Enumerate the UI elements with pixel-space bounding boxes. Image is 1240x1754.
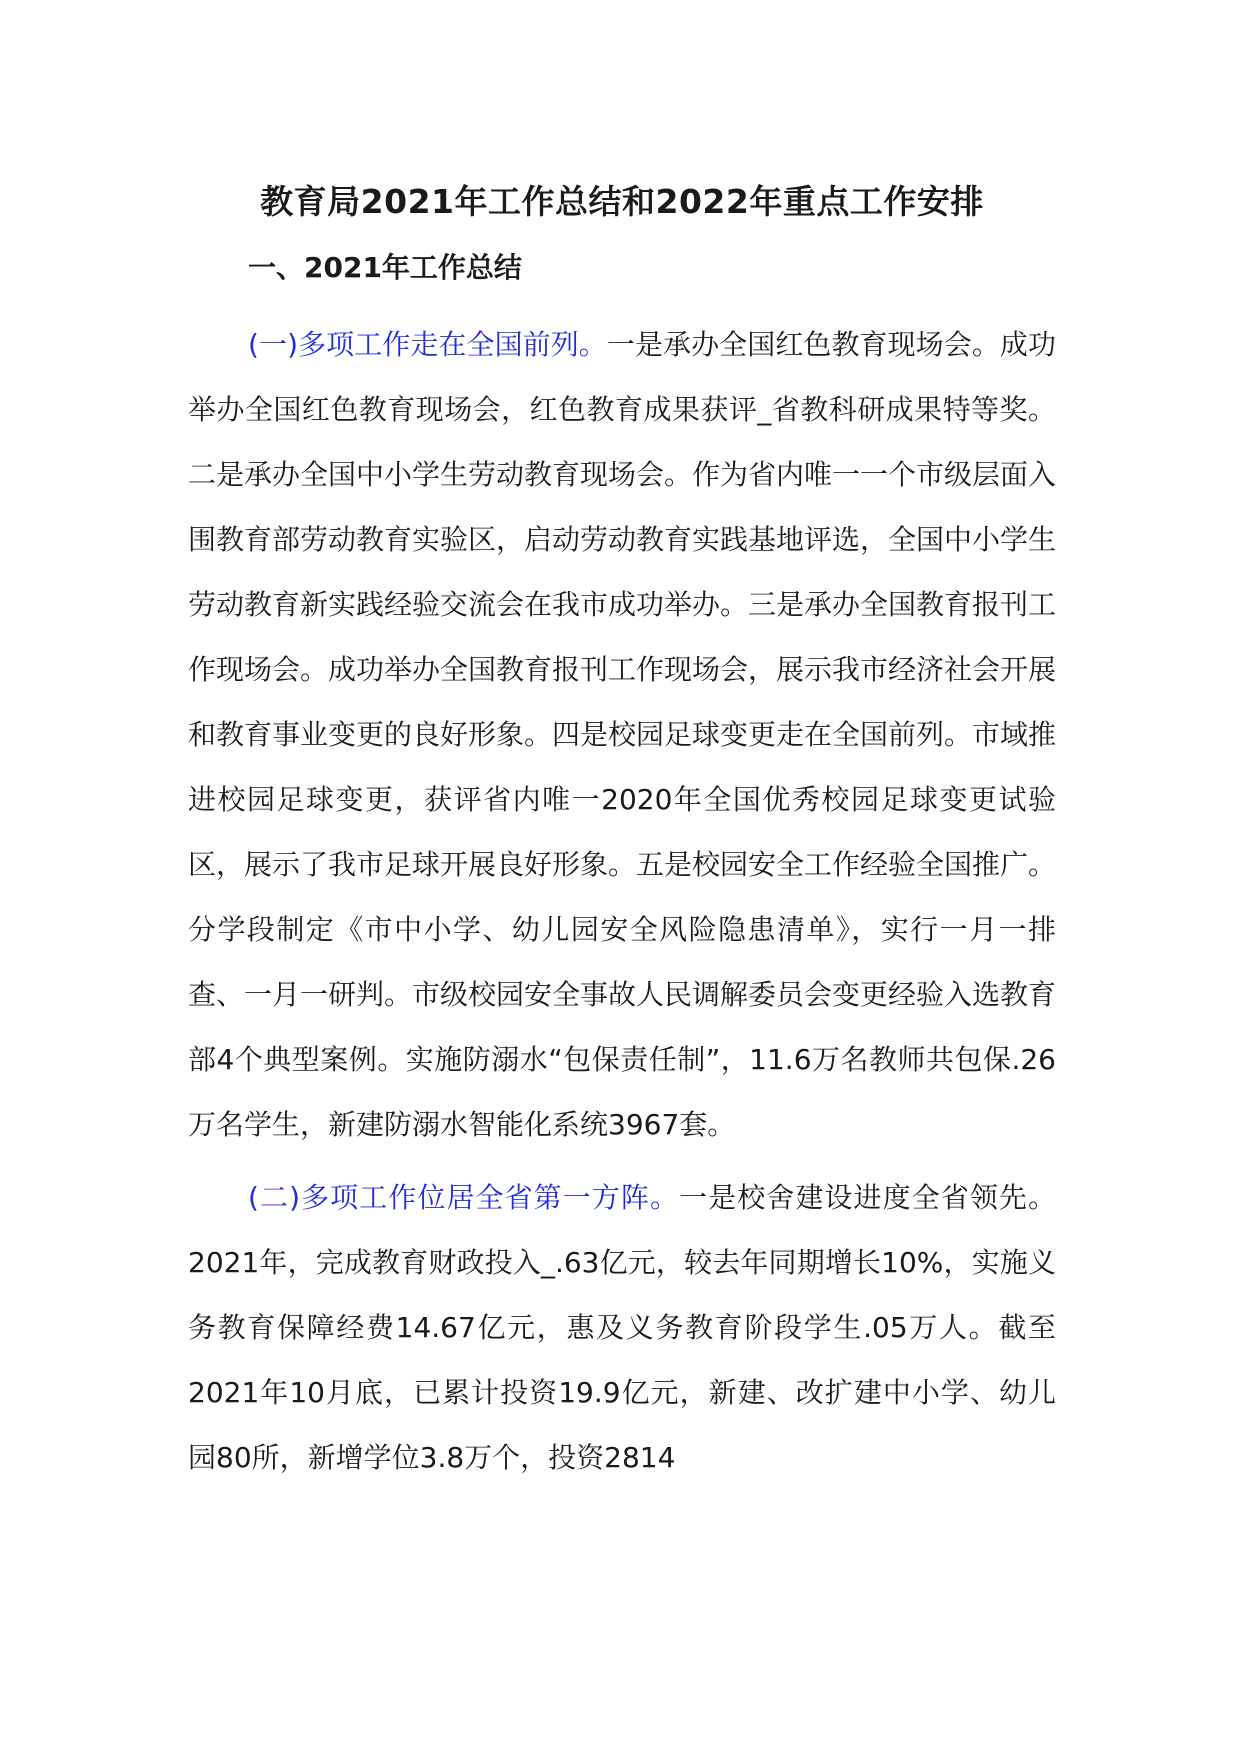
section-heading: 一、2021年工作总结: [248, 251, 522, 284]
document-title: 教育局2021年工作总结和2022年重点工作安排: [260, 182, 984, 221]
document-page: [188, 178, 1056, 1490]
paragraph-1-text: 一是承办全国红色教育现场会。成功举办全国红色教育现场会，红色教育成果获评_省教科研成果特等奖。二是承办全国中小学生劳动教育现场会。作为省内唯一一个市级层面入围教育部劳动教育实验区，启动劳动教育实践基地评选，全国中小学生劳动教育新实践经验交流会在我市成功举办。三是承办全国教育报刊工作现场会。成功举办全国教育报刊工作现场会，展示我市经济社会开展和教育事业变更的良好形象。四是校园足球变更走在全国前列。市域推进校园足球变更，获评省内唯一2020年全国优秀校园足球变更试验区，展示了我市足球开展良好形象。五是校园安全工作经验全国推广。分学段制定《市中小学、幼儿园安全风险隐患清单》，实行一月一排查、一月一研判。市级校园安全事故人民调解委员会变更经验入选教育部4个典型案例。实施防溺水“包保责任制”，11.6万名教师共包保.26万名学生，新建防溺水智能化系统3967套。: [188, 328, 1057, 1141]
subheading-1: (一)多项工作走在全国前列。: [248, 328, 607, 361]
paragraph-1: [188, 312, 1056, 1157]
paragraph-2-text: 一是校舍建设进度全省领先。2021年，完成教育财政投入_.63亿元，较去年同期增长10%，实施义务教育保障经费14.67亿元，惠及义务教育阶段学生.05万人。截至2021年10月底，已累计投资19.9亿元，新建、改扩建中小学、幼儿园80所，新增学位3.8万个，投资2814: [188, 1181, 1056, 1474]
paragraph-2: [188, 1165, 1056, 1490]
subheading-2: (二)多项工作位居全省第一方阵。: [248, 1181, 680, 1214]
